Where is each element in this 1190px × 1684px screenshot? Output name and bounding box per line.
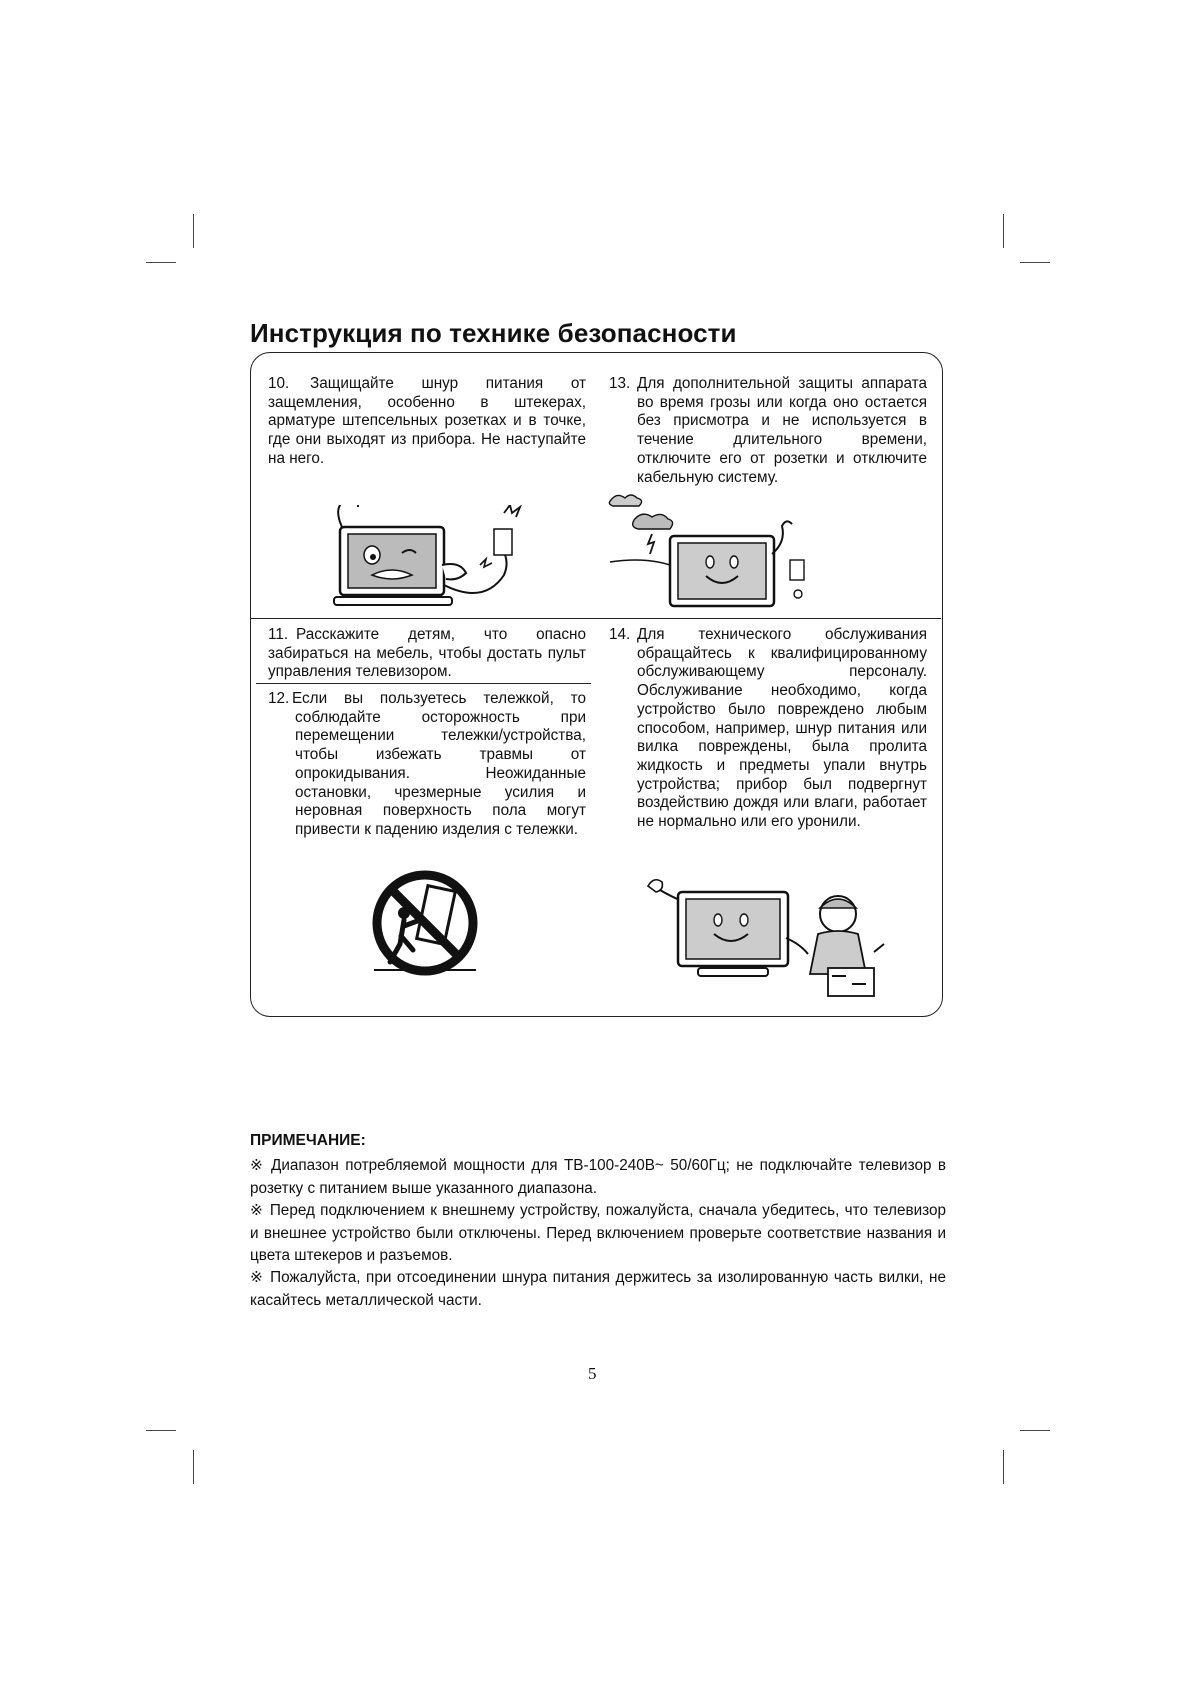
crop-mark [1020, 262, 1050, 263]
page-title: Инструкция по технике безопасности [250, 318, 737, 348]
note-text: Диапазон потребляемой мощности для ТВ-100-240В~ 50/60Гц; не подключайте телевизор в розетку с питанием выше указанного диапазона. [250, 1157, 946, 1197]
note-text: Пожалуйста, при отсоединении шнура питания держитесь за изолированную часть вилки, не касайтесь металлической части. [250, 1269, 946, 1309]
crop-mark [146, 262, 176, 263]
item-text: Для технического обслуживания обращайтесь к квалифицированному обслуживающему персоналу. Обслуживание необходимо, когда устройство было повреждено любым способом, например, шнур питания или вилка повреждены, была пролита жидкость и предметы упали внутрь устройства; прибор был подвергнут воздействию дождя или влаги, работает не нормально или его уронили. [637, 626, 927, 831]
item-number: 13. [609, 375, 631, 392]
crop-mark [193, 214, 194, 248]
safety-item-13 [609, 375, 927, 487]
crop-mark [1020, 1430, 1050, 1431]
note-paragraph [250, 1199, 946, 1268]
note-text: Перед подключением к внешнему устройству, пожалуйста, сначала убедитесь, что телевизор и внешнее устройство были отключены. Перед включением проверьте соответствие названия и цвета штекеров и разъемов. [250, 1202, 946, 1264]
item-text: Расскажите детям, что опасно забираться на мебель, чтобы достать пульт управления телевизором. [268, 626, 586, 681]
cart-warning-icon [370, 868, 480, 978]
tv-power-cord-illustration [322, 505, 542, 615]
safety-item-14 [609, 626, 927, 832]
crop-mark [193, 1450, 194, 1484]
item-divider [256, 683, 591, 684]
item-text: Если вы пользуетесь тележкой, то соблюдайте осторожность при перемещении тележки/устройства, чтобы избежать травмы от опрокидывания. Неожиданные остановки, чрезмерные усилия и неровная поверхность пола могут привести к падению изделия с тележки. [292, 690, 586, 838]
item-number: 11. [268, 626, 289, 643]
safety-item-12 [268, 690, 586, 840]
item-text: Для дополнительной защиты аппарата во время грозы или когда оно остается без присмотра и не используется в течение длительного времени, отключите его от розетки и отключите кабельную систему. [637, 375, 927, 486]
item-number: 14. [609, 626, 631, 643]
item-number: 10. [268, 375, 290, 392]
tv-technician-illustration [638, 868, 893, 1003]
reference-mark-icon: ※ [250, 1156, 265, 1174]
note-paragraph [250, 1154, 946, 1200]
note-heading: ПРИМЕЧАНИЕ: [250, 1132, 366, 1149]
crop-mark [1003, 214, 1004, 248]
crop-mark [146, 1430, 176, 1431]
section-divider [251, 618, 941, 619]
page-number: 5 [588, 1364, 597, 1383]
note-paragraph [250, 1266, 946, 1312]
crop-mark [1003, 1450, 1004, 1484]
reference-mark-icon: ※ [250, 1201, 264, 1219]
safety-item-10 [268, 375, 586, 469]
item-number: 12. [268, 690, 290, 707]
tv-storm-illustration [606, 492, 826, 617]
reference-mark-icon: ※ [250, 1268, 265, 1286]
item-text: Защищайте шнур питания от защемления, особенно в штекерах, арматуре штепсельных розетках и в точке, где они выходят из прибора. Не наступайте на него. [268, 375, 586, 467]
safety-item-11 [268, 626, 586, 682]
